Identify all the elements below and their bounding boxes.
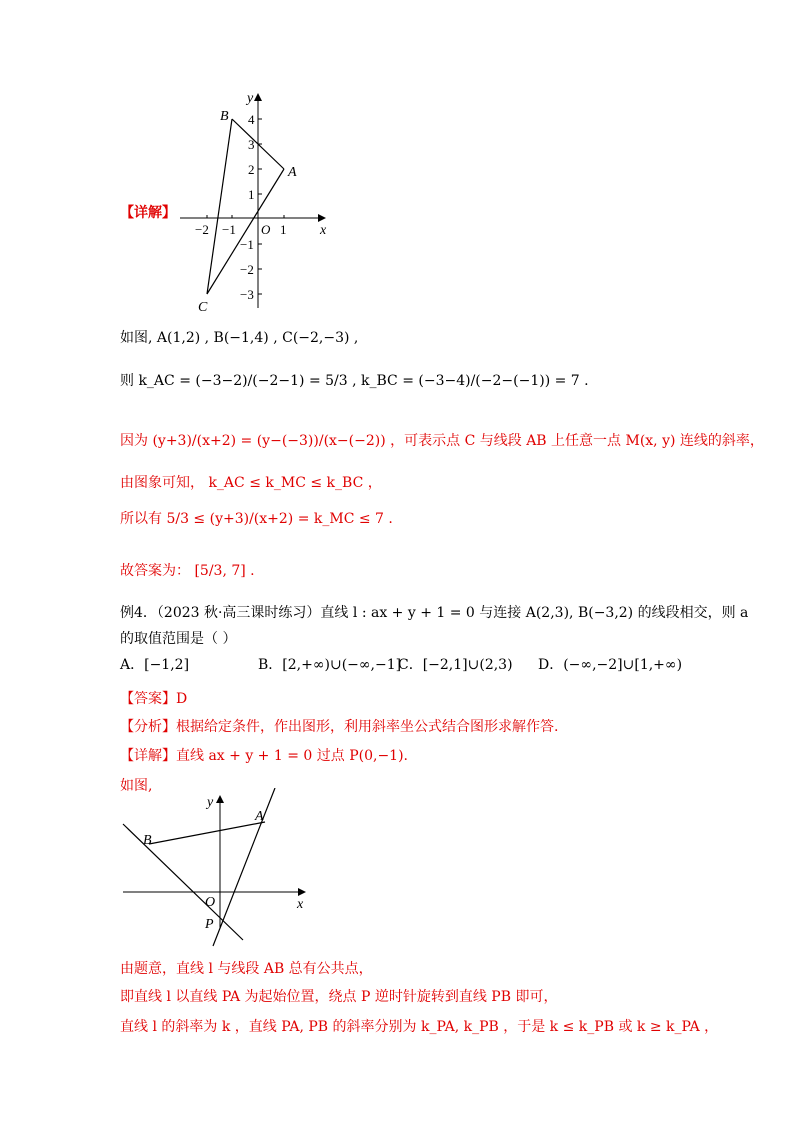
origin-label: O — [205, 895, 216, 910]
origin-label: O — [261, 222, 271, 237]
detail-tag-1: 【详解】 — [120, 205, 176, 221]
reasoning-line: 直线 l 的斜率为 k ，直线 PA, PB 的斜率分别为 k_PA, k_PB ，于是 k ≤ k_PB 或 k ≥ k_PA ， — [120, 1019, 719, 1035]
axis-label-x: x — [320, 223, 327, 238]
detail-line-2: 【详解】直线 ax + y + 1 = 0 过点 P(0,−1). — [120, 748, 408, 764]
solution-line: 由图象可知， k_AC ≤ k_MC ≤ k_BC ， — [120, 475, 382, 491]
solution-line: 所以有 5/3 ≤ (y+3)/(x+2) = k_MC ≤ 7 . — [120, 511, 393, 527]
line-pb — [123, 824, 243, 940]
analysis-line: 【分析】根据给定条件，作出图形，利用斜率坐公式结合图形求解作答. — [120, 719, 559, 735]
point-label-p: P — [205, 917, 214, 932]
figure-1-coordinate-plot — [170, 88, 340, 318]
y-tick-label: 2 — [248, 162, 255, 177]
option-b: B．[2,+∞)∪(−∞,−1] — [258, 657, 402, 673]
point-label-a: A — [255, 809, 264, 824]
line-pa — [213, 788, 275, 946]
example-question-line-2: 的取值范围是（ ） — [120, 631, 237, 647]
solution-line: 如图, A(1,2) , B(−1,4) , C(−2,−3) , — [120, 330, 359, 346]
option-a: A．[−1,2] — [120, 657, 190, 673]
y-tick-label: 1 — [248, 187, 255, 202]
point-label-b: B — [143, 833, 152, 848]
axis-label-y: y — [207, 795, 214, 810]
segment-bc — [207, 119, 232, 294]
x-tick-label: 1 — [280, 222, 287, 237]
solution-line: 因为 (y+3)/(x+2) = (y−(−3))/(x−(−2)) ，可表示点 C 与线段 AB 上任意一点 M(x, y) 连线的斜率， — [120, 433, 764, 449]
option-d: D．(−∞,−2]∪[1,+∞) — [538, 657, 683, 673]
option-c: C．[−2,1]∪(2,3) — [398, 657, 513, 673]
example-question-line-1: 例4．（2023 秋·高三课时练习）直线 l : ax + y + 1 = 0 与连接 A(2,3), B(−3,2) 的线段相交，则 a — [120, 605, 749, 621]
figure-2-coordinate-plot — [115, 788, 315, 948]
reasoning-line: 即直线 l 以直线 PA 为起始位置，绕点 P 逆时针旋转到直线 PB 即可， — [120, 989, 558, 1005]
figure-intro: 如图, — [120, 778, 153, 794]
segment-ab — [149, 822, 265, 844]
y-tick-label: −2 — [240, 262, 254, 277]
y-tick-label: 3 — [248, 137, 255, 152]
y-tick-label: −3 — [240, 287, 254, 302]
axis-label-y: y — [247, 91, 254, 106]
axis-label-x: x — [297, 897, 304, 912]
x-tick-label: −2 — [195, 222, 209, 237]
solution-line: 故答案为： [5/3, 7] . — [120, 563, 255, 579]
y-tick-label: 4 — [248, 112, 255, 127]
point-label-a: A — [288, 165, 297, 180]
solution-line: 则 k_AC = (−3−2)/(−2−1) = 5/3 , k_BC = (−3−4)/(−2−(−1)) = 7 . — [120, 373, 589, 389]
y-tick-label: −1 — [240, 237, 254, 252]
reasoning-line: 由题意，直线 l 与线段 AB 总有公共点， — [120, 961, 373, 977]
point-label-b: B — [220, 109, 229, 124]
point-label-c: C — [198, 300, 208, 315]
answer-line: 【答案】D — [120, 691, 188, 707]
x-tick-label: −1 — [222, 222, 236, 237]
